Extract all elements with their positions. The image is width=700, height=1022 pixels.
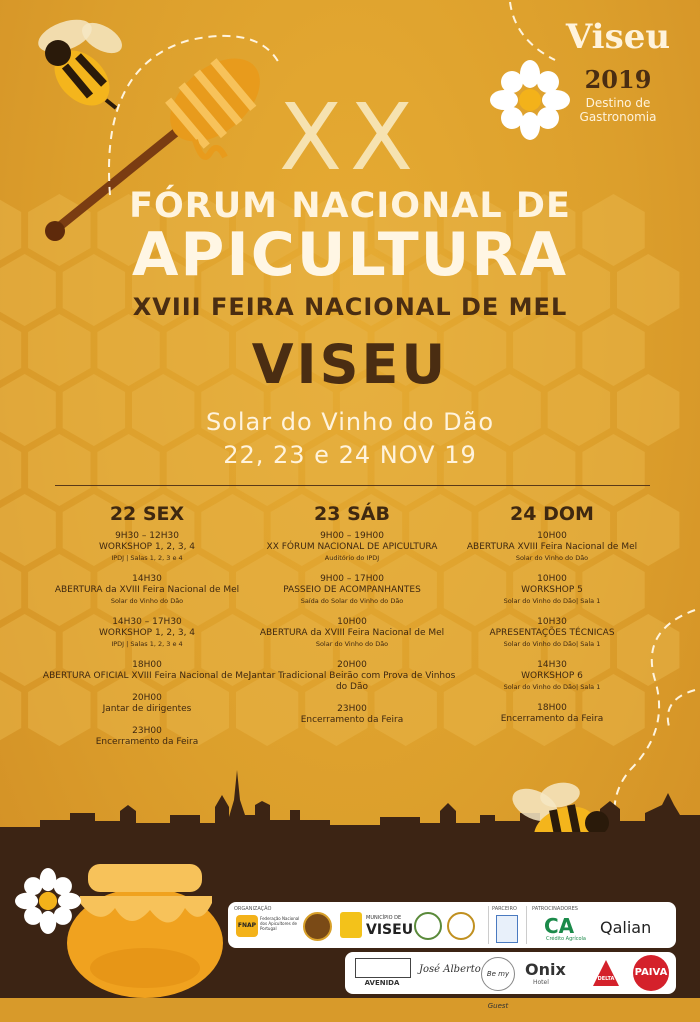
event-location: Solar do Vinho do Dão| Sala 1 [503,640,601,648]
jose-alberto-logo: José Alberto [419,964,481,975]
event-title: Encerramento da Feira [95,737,199,747]
event-title: XX FÓRUM NACIONAL DE APICULTURA [266,542,438,552]
fnap-logo [236,915,258,937]
sponsor-panel-bottom [345,952,676,1010]
event-time: 20H00 [337,660,367,670]
brand-tagline-2: Gastronomia [579,110,657,124]
title-line-1: FÓRUM NACIONAL DE [129,186,571,226]
event-title: WORKSHOP 5 [521,585,583,595]
event-title: WORKSHOP 1, 2, 3, 4 [98,628,196,638]
event-location: Solar do Vinho do Dão| Sala 1 [503,597,601,605]
event-time: 9H00 – 19H00 [320,531,384,541]
event-title: ABERTURA da XVIII Feira Nacional de Mel [54,585,240,595]
avenida-hotel-icon [355,958,411,978]
ca-subtitle: Crédito Agrícola [546,936,586,942]
qalian-logo: Qalian [600,918,652,937]
event-time: 14H30 [132,574,162,584]
schedule-event [247,704,457,726]
municipio-shield [340,912,362,938]
municipio-label: MUNICÍPIO DE [366,915,402,921]
event-location: IPDJ | Salas 1, 2, 3 e 4 [111,640,183,648]
daisy-icon-bottom [15,868,81,934]
fnap-logo-text: FNAP [237,922,257,929]
event-time: 14H30 [537,660,567,670]
seal-logo [303,912,332,941]
event-time: 14H30 – 17H30 [112,617,182,627]
onix-logo: Onix [525,960,566,979]
schedule-event [247,617,457,649]
partner-logo-2 [447,912,475,940]
separator [488,906,489,944]
event-time: 18H00 [132,660,162,670]
schedule-column-fri [42,503,252,759]
delta-triangle-icon [592,958,620,988]
brand-year: 2019 [584,65,652,94]
event-title: Jantar de dirigentes [102,704,192,714]
schedule-event [42,617,252,649]
event-time: 23H00 [337,704,367,714]
event-time: 23H00 [132,726,162,736]
honey-pot-icon [60,858,230,998]
event-title: PASSEIO DE ACOMPANHANTES [283,585,421,595]
event-title: APRESENTAÇÕES TÉCNICAS [489,628,615,638]
event-time: 10H00 [537,574,567,584]
schedule-event [42,660,252,682]
partner-label: PARCEIRO [492,906,517,912]
delta-text: DELTA [597,976,615,982]
event-time: 20H00 [132,693,162,703]
event-time: 9H00 – 17H00 [320,574,384,584]
event-location: Solar do Vinho do Dão [110,597,184,605]
event-location: IPDJ | Salas 1, 2, 3 e 4 [111,554,183,562]
honeycomb-cell [0,674,21,746]
sponsor-panel-top [228,902,676,948]
event-title: ABERTURA OFICIAL XVIII Feira Nacional de Mel [42,671,252,681]
partner-logo-1 [414,912,442,940]
event-dates: 22, 23 e 24 NOV 19 [223,441,477,469]
schedule-event [42,531,252,563]
event-time: 18H00 [537,703,567,713]
event-time: 9H30 – 12H30 [115,531,179,541]
event-time: 10H00 [537,531,567,541]
event-location: Auditório do IPDJ [324,554,380,562]
event-title: WORKSHOP 1, 2, 3, 4 [98,542,196,552]
divider [55,485,650,486]
event-title: ABERTURA da XVIII Feira Nacional de Mel [259,628,445,638]
separator [526,906,527,944]
venue: Solar do Vinho do Dão [205,408,495,436]
bemyguest-logo: Be my Guest [481,957,515,991]
day-heading: 22 SEX [109,503,185,525]
sponsor-label: PATROCINADORES [532,906,578,912]
ipdj-logo [496,915,518,943]
edition-numeral: XX [278,84,422,191]
onix-subtitle: Hotel [533,979,549,986]
schedule-event [42,693,252,715]
day-heading: 23 SÁB [314,503,390,525]
event-location: Saída do Solar do Vinho do Dão [300,597,404,605]
city-title: VISEU [251,333,449,396]
subtitle: XVIII FEIRA NACIONAL DE MEL [132,293,568,321]
title-line-2: APICULTURA [131,220,569,290]
municipio-name: VISEU [366,922,414,938]
honeycomb-cell [0,554,21,626]
event-title: Encerramento da Feira [300,715,404,725]
day-heading: 24 DOM [510,503,594,525]
schedule-event [447,531,657,563]
fnap-name: Federação Nacional dos Apicultores de Portugal [260,916,300,931]
schedule-column-sat [247,503,457,737]
schedule-event [42,726,252,748]
event-location: Solar do Vinho do Dão| Sala 1 [503,683,601,691]
schedule-event [42,574,252,606]
ca-logo: CA [544,914,575,938]
event-title: Jantar Tradicional Beirão com Prova de Vinhos do Dão [248,671,456,692]
schedule-event [247,660,457,693]
schedule-event [247,531,457,563]
event-time: 10H30 [537,617,567,627]
event-title: ABERTURA XVIII Feira Nacional de Mel [466,542,638,552]
delta-logo [592,958,620,988]
paiva-logo: PAIVA [633,955,669,991]
event-time: 10H00 [337,617,367,627]
brand-tagline-1: Destino de [585,96,651,110]
event-location: Solar do Vinho do Dão [515,554,589,562]
event-title: WORKSHOP 6 [521,671,583,681]
brand-logo: Viseu [565,17,671,57]
schedule-event [247,574,457,606]
avenida-logo: AVENIDA [364,979,400,987]
organization-label: ORGANIZAÇÃO [234,906,272,912]
event-location: Solar do Vinho do Dão [315,640,389,648]
event-title: Encerramento da Feira [500,714,604,724]
